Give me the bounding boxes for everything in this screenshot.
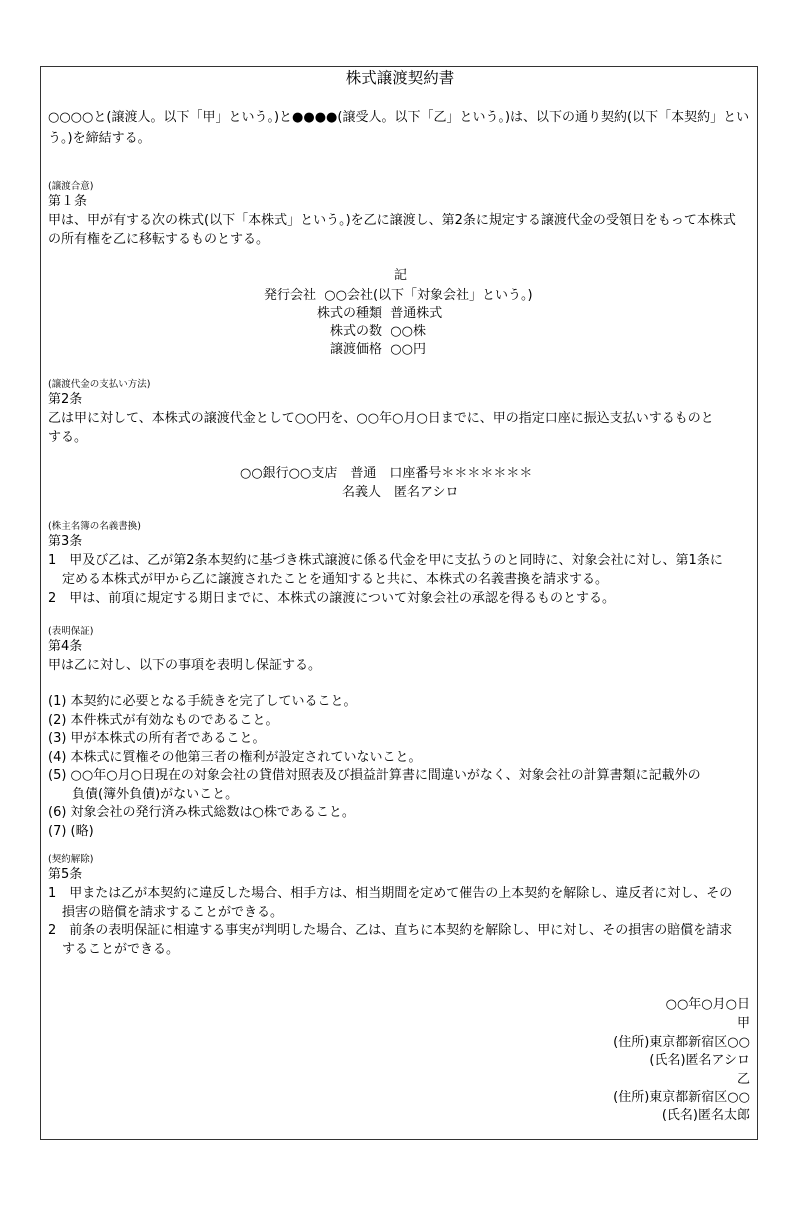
intro-line-1: ○○○○と(譲渡人。以下「甲」という。)と●●●●(譲受人。以下「乙」という。)は、以下の通り契約(以下「本契約」とい bbox=[48, 110, 750, 125]
record-key: 株式の種類 bbox=[316, 306, 382, 321]
intro-line-2: う。)を締結する。 bbox=[48, 131, 151, 146]
party-a-name: (氏名)匿名アシロ bbox=[649, 1053, 750, 1068]
record-value: ○○株 bbox=[390, 324, 426, 339]
article2-caption: (譲渡代金の支払い方法) bbox=[48, 379, 151, 390]
article1-line-2: の所有権を乙に移転するものとする。 bbox=[48, 232, 270, 247]
article1-caption: (譲渡合意) bbox=[48, 181, 94, 192]
document-title: 株式譲渡契約書 bbox=[345, 69, 455, 87]
record-value: ○○円 bbox=[390, 342, 426, 357]
article3-item1-line-1: 1 甲及び乙は、乙が第2条本契約に基づき株式譲渡に係る代金を甲に支払うのと同時に、対象会社に対し、第1条に bbox=[48, 553, 723, 568]
article2-line-1: 乙は甲に対して、本株式の譲渡代金として○○円を、○○年○月○日までに、甲の指定口座に振込支払いするものと bbox=[48, 411, 714, 426]
record-row bbox=[316, 305, 442, 323]
article4-item: (3) 甲が本株式の所有者であること。 bbox=[48, 731, 266, 746]
bank-account-line: ○○銀行○○支店 普通 口座番号＊＊＊＊＊＊＊ bbox=[240, 466, 533, 481]
article4-lead: 甲は乙に対し、以下の事項を表明し保証する。 bbox=[48, 658, 322, 673]
record-key: 譲渡価格 bbox=[329, 342, 382, 357]
article5-item2-line-1: 2 前条の表明保証に相違する事実が判明した場合、乙は、直ちに本契約を解除し、甲に対し、その損害の賠償を請求 bbox=[48, 923, 733, 938]
article1-line-1: 甲は、甲が有する次の株式(以下「本株式」という。)を乙に譲渡し、第2条に規定する譲渡代金の受領日をもって本株式 bbox=[48, 213, 736, 228]
article5-item1-line-2: 損害の賠償を請求することができる。 bbox=[62, 905, 284, 920]
article5-heading: 第5条 bbox=[48, 867, 83, 882]
article3-item1-line-2: 定める本株式が甲から乙に譲渡されたことを通知すると共に、本株式の名義書換を請求する。 bbox=[62, 572, 609, 587]
record-value: ○○会社(以下「対象会社」という。) bbox=[324, 288, 533, 303]
record-key: 発行会社 bbox=[263, 288, 316, 303]
record-row bbox=[316, 341, 426, 359]
article2-line-2: する。 bbox=[48, 430, 88, 445]
article3-item2: 2 甲は、前項に規定する期日までに、本株式の譲渡について対象会社の承認を得るものとする。 bbox=[48, 591, 616, 606]
record-row bbox=[316, 323, 426, 341]
record-label: 記 bbox=[394, 268, 408, 283]
article3-heading: 第3条 bbox=[48, 534, 83, 549]
record-value: 普通株式 bbox=[390, 306, 443, 321]
article4-heading: 第4条 bbox=[48, 639, 83, 654]
article4-item: (5) ○○年○月○日現在の対象会社の貸借対照表及び損益計算書に間違いがなく、対象会社の計算書類に記載外の bbox=[48, 768, 701, 783]
article5-item1-line-1: 1 甲または乙が本契約に違反した場合、相手方は、相当期間を定めて催告の上本契約を解除し、違反者に対し、その bbox=[48, 886, 733, 901]
party-a-address: (住所)東京都新宿区○○ bbox=[613, 1035, 750, 1050]
article5-item2-line-2: することができる。 bbox=[62, 942, 180, 957]
party-a-label: 甲 bbox=[736, 1016, 750, 1031]
article3-caption: (株主名簿の名義書換) bbox=[48, 521, 141, 532]
record-row bbox=[262, 287, 533, 305]
article4-item-continuation: 負債(簿外負債)がないこと。 bbox=[72, 787, 239, 802]
record-key: 株式の数 bbox=[329, 324, 382, 339]
article4-item: (4) 本株式に質権その他第三者の権利が設定されていないこと。 bbox=[48, 750, 422, 765]
article5-caption: (契約解除) bbox=[48, 854, 94, 865]
contract-date: ○○年○月○日 bbox=[665, 997, 750, 1012]
account-holder-line: 名義人 匿名アシロ bbox=[342, 485, 459, 500]
party-b-name: (氏名)匿名太郎 bbox=[661, 1108, 750, 1123]
article2-heading: 第2条 bbox=[48, 392, 83, 407]
article4-item: (6) 対象会社の発行済み株式総数は○株であること。 bbox=[48, 805, 355, 820]
article4-caption: (表明保証) bbox=[48, 626, 94, 637]
article4-item: (7) (略) bbox=[48, 824, 94, 839]
party-b-address: (住所)東京都新宿区○○ bbox=[613, 1090, 750, 1105]
article1-heading: 第１条 bbox=[48, 194, 88, 209]
article4-item: (2) 本件株式が有効なものであること。 bbox=[48, 713, 279, 728]
party-b-label: 乙 bbox=[736, 1072, 750, 1087]
article4-item: (1) 本契約に必要となる手続きを完了していること。 bbox=[48, 694, 357, 709]
